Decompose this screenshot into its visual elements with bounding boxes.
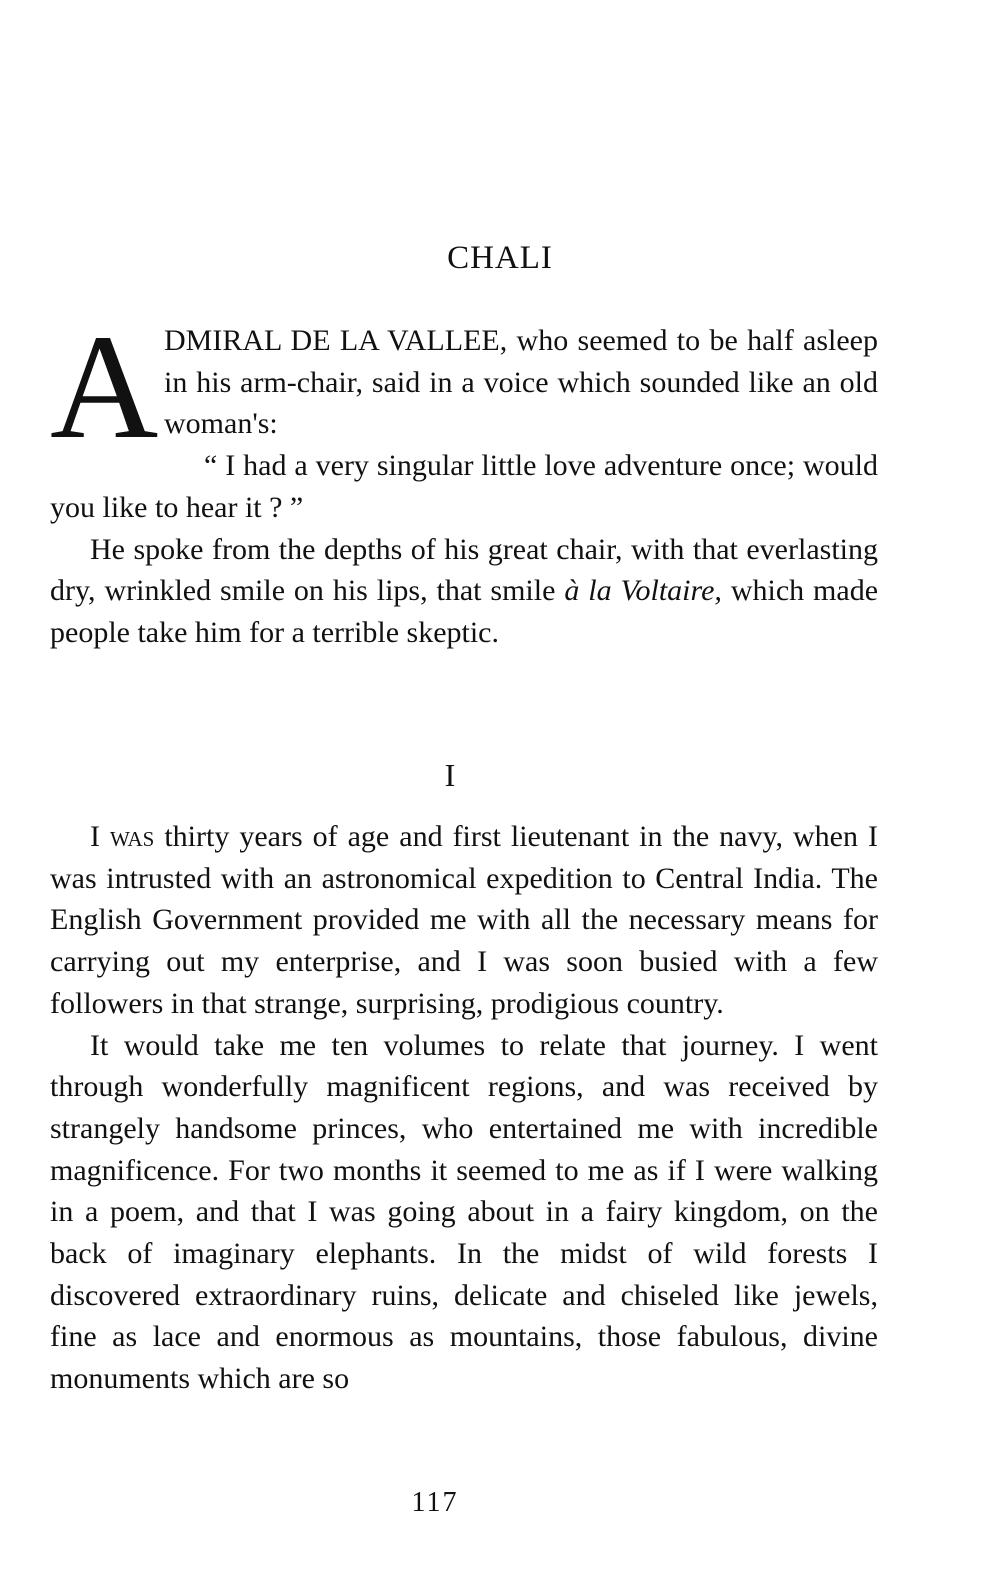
section-paragraph-1	[50, 816, 878, 1025]
page-number: 117	[411, 1487, 459, 1518]
opening-rest: who seemed to be half asleep in his arm-chair, said in a voice which sounded like an old woman's:	[164, 324, 878, 441]
section-number: I	[444, 757, 456, 793]
description-before: He spoke from the depths of his great chair, with that everlasting dry, wrinkled smile on his lips, that smile	[50, 532, 878, 608]
section-first-word: I	[90, 820, 110, 853]
description-italic: à la Voltaire,	[564, 574, 722, 608]
section-text	[50, 816, 878, 1400]
section-paragraph-2: It would take me ten volumes to relate that journey. I went through wonderfully magnificent regions, and was received by strangely handsome princes, who entertained me with incredible magnificence. For two months it seemed to me as if I were walking in a poem, and that I was going about in a fairy kingdom, on the back of imaginary elephants. In the midst of wild forests I discovered extraordinary ruins, delicate and chiseled like jewels, fine as lace and enormous as mountains, those fabulous, divine monuments which are so	[50, 1028, 878, 1396]
chapter-title: CHALI	[447, 240, 553, 276]
quote-paragraph: “ I had a very singular little love adventure once; would you like to hear it ? ”	[50, 449, 878, 524]
intro-text	[50, 304, 879, 654]
section-smallcaps: was	[110, 820, 155, 853]
section-p1-rest: thirty years of age and first lieutenant in the navy, when I was intrusted with an astronomical expedition to Central India. The English Government provided me with all the necessary means for carrying out my enterprise, and I was soon busied with a few followers in that strange, surprising, prodigious country.	[50, 820, 878, 1020]
drop-cap: A	[50, 304, 159, 470]
description-after: which made people take him for a terrible skeptic.	[50, 574, 879, 649]
description-paragraph	[50, 529, 878, 654]
opening-paragraph	[50, 304, 878, 470]
opening-caps: DMIRAL DE LA VALLEE,	[164, 324, 508, 357]
